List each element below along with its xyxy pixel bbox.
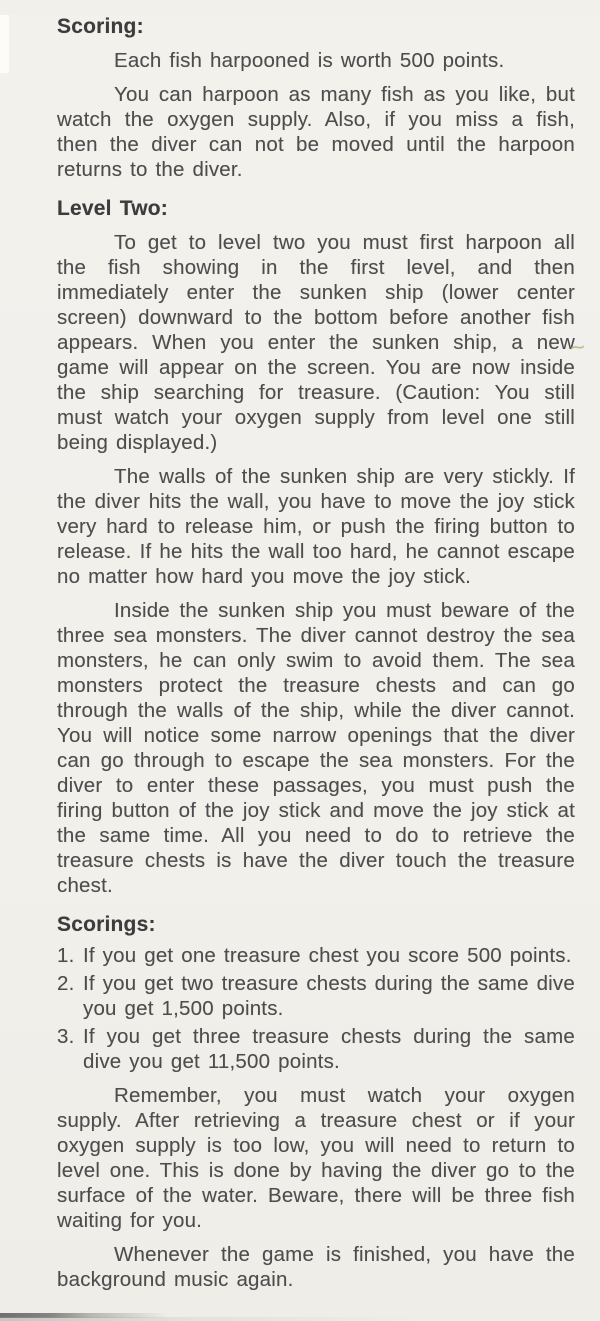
heading-scorings: Scorings: bbox=[57, 913, 156, 936]
paragraph-level-two-1: To get to level two you must first harpoon all the fish showing in the first level, and then immediately enter the sunken ship (lower center screen) downward to the bottom before another fish appears. When you enter the sunken ship, a new game will appear on the screen. You are now inside the ship searching for treasure. (Caution: You still must watch your oxygen supply from level one still being displayed.) bbox=[57, 231, 575, 454]
scan-edge-bottom-shade bbox=[0, 1317, 600, 1321]
paragraph-closing-2: Whenever the game is finished, you have the background music again. bbox=[57, 1243, 575, 1291]
scan-edge-top-left bbox=[0, 15, 9, 73]
paragraph-level-two-2: The walls of the sunken ship are very stickly. If the diver hits the wall, you have to move the joy stick very hard to release him, or push the firing button to release. If he hits the wall too hard, he cannot escape no matter how hard you move the joy stick. bbox=[57, 465, 575, 588]
scan-stray-mark: ~ bbox=[567, 331, 588, 363]
scorings-list bbox=[57, 943, 575, 1074]
list-item-2-text: If you get two treasure chests during the same dive you get 1,500 points. bbox=[83, 972, 575, 1020]
list-item-3-text: If you get three treasure chests during the same dive you get 11,500 points. bbox=[83, 1025, 575, 1073]
list-item-3 bbox=[57, 1024, 575, 1074]
list-item-1-number: 1. bbox=[57, 944, 75, 967]
list-item-2 bbox=[57, 971, 575, 1021]
list-item-2-number: 2. bbox=[57, 972, 75, 995]
heading-scoring: Scoring: bbox=[57, 15, 144, 38]
list-item-3-number: 3. bbox=[57, 1025, 75, 1048]
paragraph-scoring-1: Each fish harpooned is worth 500 points. bbox=[114, 49, 505, 72]
paragraph-scoring-2: You can harpoon as many fish as you like, but watch the oxygen supply. Also, if you miss a fish, then the diver can not be moved until the harpoon returns to the diver. bbox=[57, 83, 575, 181]
manual-scan-page bbox=[0, 15, 600, 1321]
heading-level-two: Level Two: bbox=[57, 197, 168, 220]
list-item-1 bbox=[57, 943, 575, 968]
paragraph-level-two-3: Inside the sunken ship you must beware of the three sea monsters. The diver cannot destroy the sea monsters, he can only swim to avoid them. The sea monsters protect the treasure chests and can go through the walls of the ship, while the diver cannot. You will notice some narrow openings that the diver can go through to escape the sea monsters. For the diver to enter these passages, you must push the firing button of the joy stick and move the joy stick at the same time. All you need to do to retrieve the treasure chests is have the diver touch the treasure chest. bbox=[57, 599, 575, 897]
paragraph-closing-1: Remember, you must watch your oxygen supply. After retrieving a treasure chest or if your oxygen supply is too low, you will need to return to level one. This is done by having the diver go to the surface of the water. Beware, there will be three fish waiting for you. bbox=[57, 1084, 575, 1232]
list-item-1-text: If you get one treasure chest you score 500 points. bbox=[83, 944, 572, 967]
